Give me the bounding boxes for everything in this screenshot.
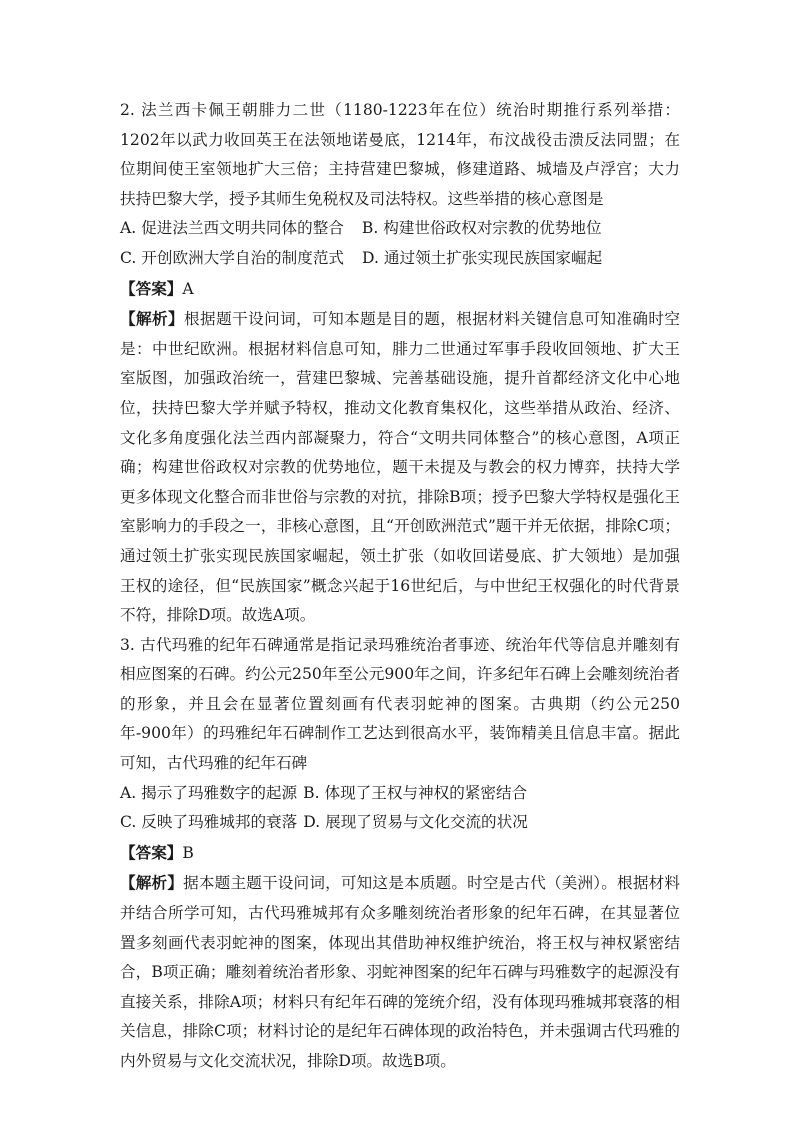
question-3-option-c: C. 反映了玛雅城邦的衰落	[120, 813, 298, 832]
answer-value: A	[182, 279, 194, 298]
question-2-stem: 2. 法兰西卡佩王朝腓力二世（1180-1223年在位）统治时期推行系列举措：1202年以武力收回英王在法领地诺曼底，1214年，布汶战役击溃反法同盟；在位期间使王室领地扩大三倍；主持营建巴黎城，修建道路、城墙及卢浮宫；大力扶持巴黎大学，授予其师生免税权及司法特权。这些举措的核心意图是	[120, 101, 680, 208]
question-3-option-b: B. 体现了王权与神权的紧密结合	[303, 783, 528, 802]
question-3-stem: 3. 古代玛雅的纪年石碑通常是指记录玛雅统治者事迹、统治年代等信息并雕刻有相应图案的石碑。约公元250年至公元900年之间，许多纪年石碑上会雕刻统治者的形象，并且会在显著位置刻画有代表羽蛇神的图案。古典期（约公元250年-900年）的玛雅纪年石碑制作工艺达到很高水平，装饰精美且信息丰富。据此可知，古代玛雅的纪年石碑	[120, 635, 680, 773]
analysis-text: 据本题主题干设问词，可知这是本质题。时空是古代（美洲）。根据材料并结合所学可知，古代玛雅城邦有众多雕刻统治者形象的纪年石碑，在其显著位置多刻画代表羽蛇神的图案，体现出其借助神权维护统治，将王权与神权紧密结合，B项正确；雕刻着统治者形象、羽蛇神图案的纪年石碑与玛雅数字的起源没有直接关系，排除A项；材料只有纪年石碑的笼统介绍，没有体现玛雅城邦衰落的相关信息，排除C项；材料讨论的是纪年石碑体现的政治特色，并未强调古代玛雅的内外贸易与文化交流状况，排除D项。故选B项。	[120, 874, 680, 1070]
analysis-tag: 【解析】	[120, 309, 185, 329]
question-2-option-b: B. 构建世俗政权对宗教的优势地位	[361, 219, 602, 238]
answer-value: B	[182, 843, 194, 862]
question-2-answer	[120, 274, 680, 305]
analysis-tag: 【解析】	[120, 873, 184, 893]
question-2-options-row-2	[120, 244, 680, 274]
question-2-analysis	[120, 304, 680, 631]
question-2-options-row-1	[120, 214, 680, 244]
question-3-option-a: A. 揭示了玛雅数字的起源	[120, 783, 298, 802]
question-3-answer	[120, 838, 680, 869]
answer-tag: 【答案】	[120, 278, 183, 298]
question-3-options-row-2	[120, 808, 680, 838]
question-2-option-c: C. 开创欧洲大学自治的制度范式	[120, 248, 345, 267]
question-2-option-a: A. 促进法兰西文明共同体的整合	[120, 219, 344, 238]
document-page	[120, 96, 680, 1077]
question-2-option-d: D. 通过领土扩张实现民族国家崛起	[362, 248, 603, 267]
answer-tag: 【答案】	[120, 842, 183, 862]
question-3-option-d: D. 展现了贸易与文化交流的状况	[303, 813, 528, 832]
analysis-text: 根据题干设问词，可知本题是目的题，根据材料关键信息可知准确时空是：中世纪欧洲。根据材料信息可知，腓力二世通过军事手段收回领地、扩大王室版图，加强政治统一，营建巴黎城、完善基础设施，提升首都经济文化中心地位，扶持巴黎大学并赋予特权，推动文化教育集权化，这些举措从政治、经济、文化多角度强化法兰西内部凝聚力，符合“文明共同体整合”的核心意图，A项正确；构建世俗政权对宗教的优势地位，题干未提及与教会的权力博弈，扶持大学更多体现文化整合而非世俗与宗教的对抗，排除B项；授予巴黎大学特权是强化王室影响力的手段之一，非核心意图，且“开创欧洲范式”题干并无依据，排除C项；通过领土扩张实现民族国家崛起，领土扩张（如收回诺曼底、扩大领地）是加强王权的途径，但“民族国家”概念兴起于16世纪后，与中世纪王权强化的时代背景不符，排除D项。故选A项。	[120, 310, 680, 625]
question-3-analysis	[120, 868, 680, 1076]
question-3-options-row-1	[120, 779, 680, 809]
